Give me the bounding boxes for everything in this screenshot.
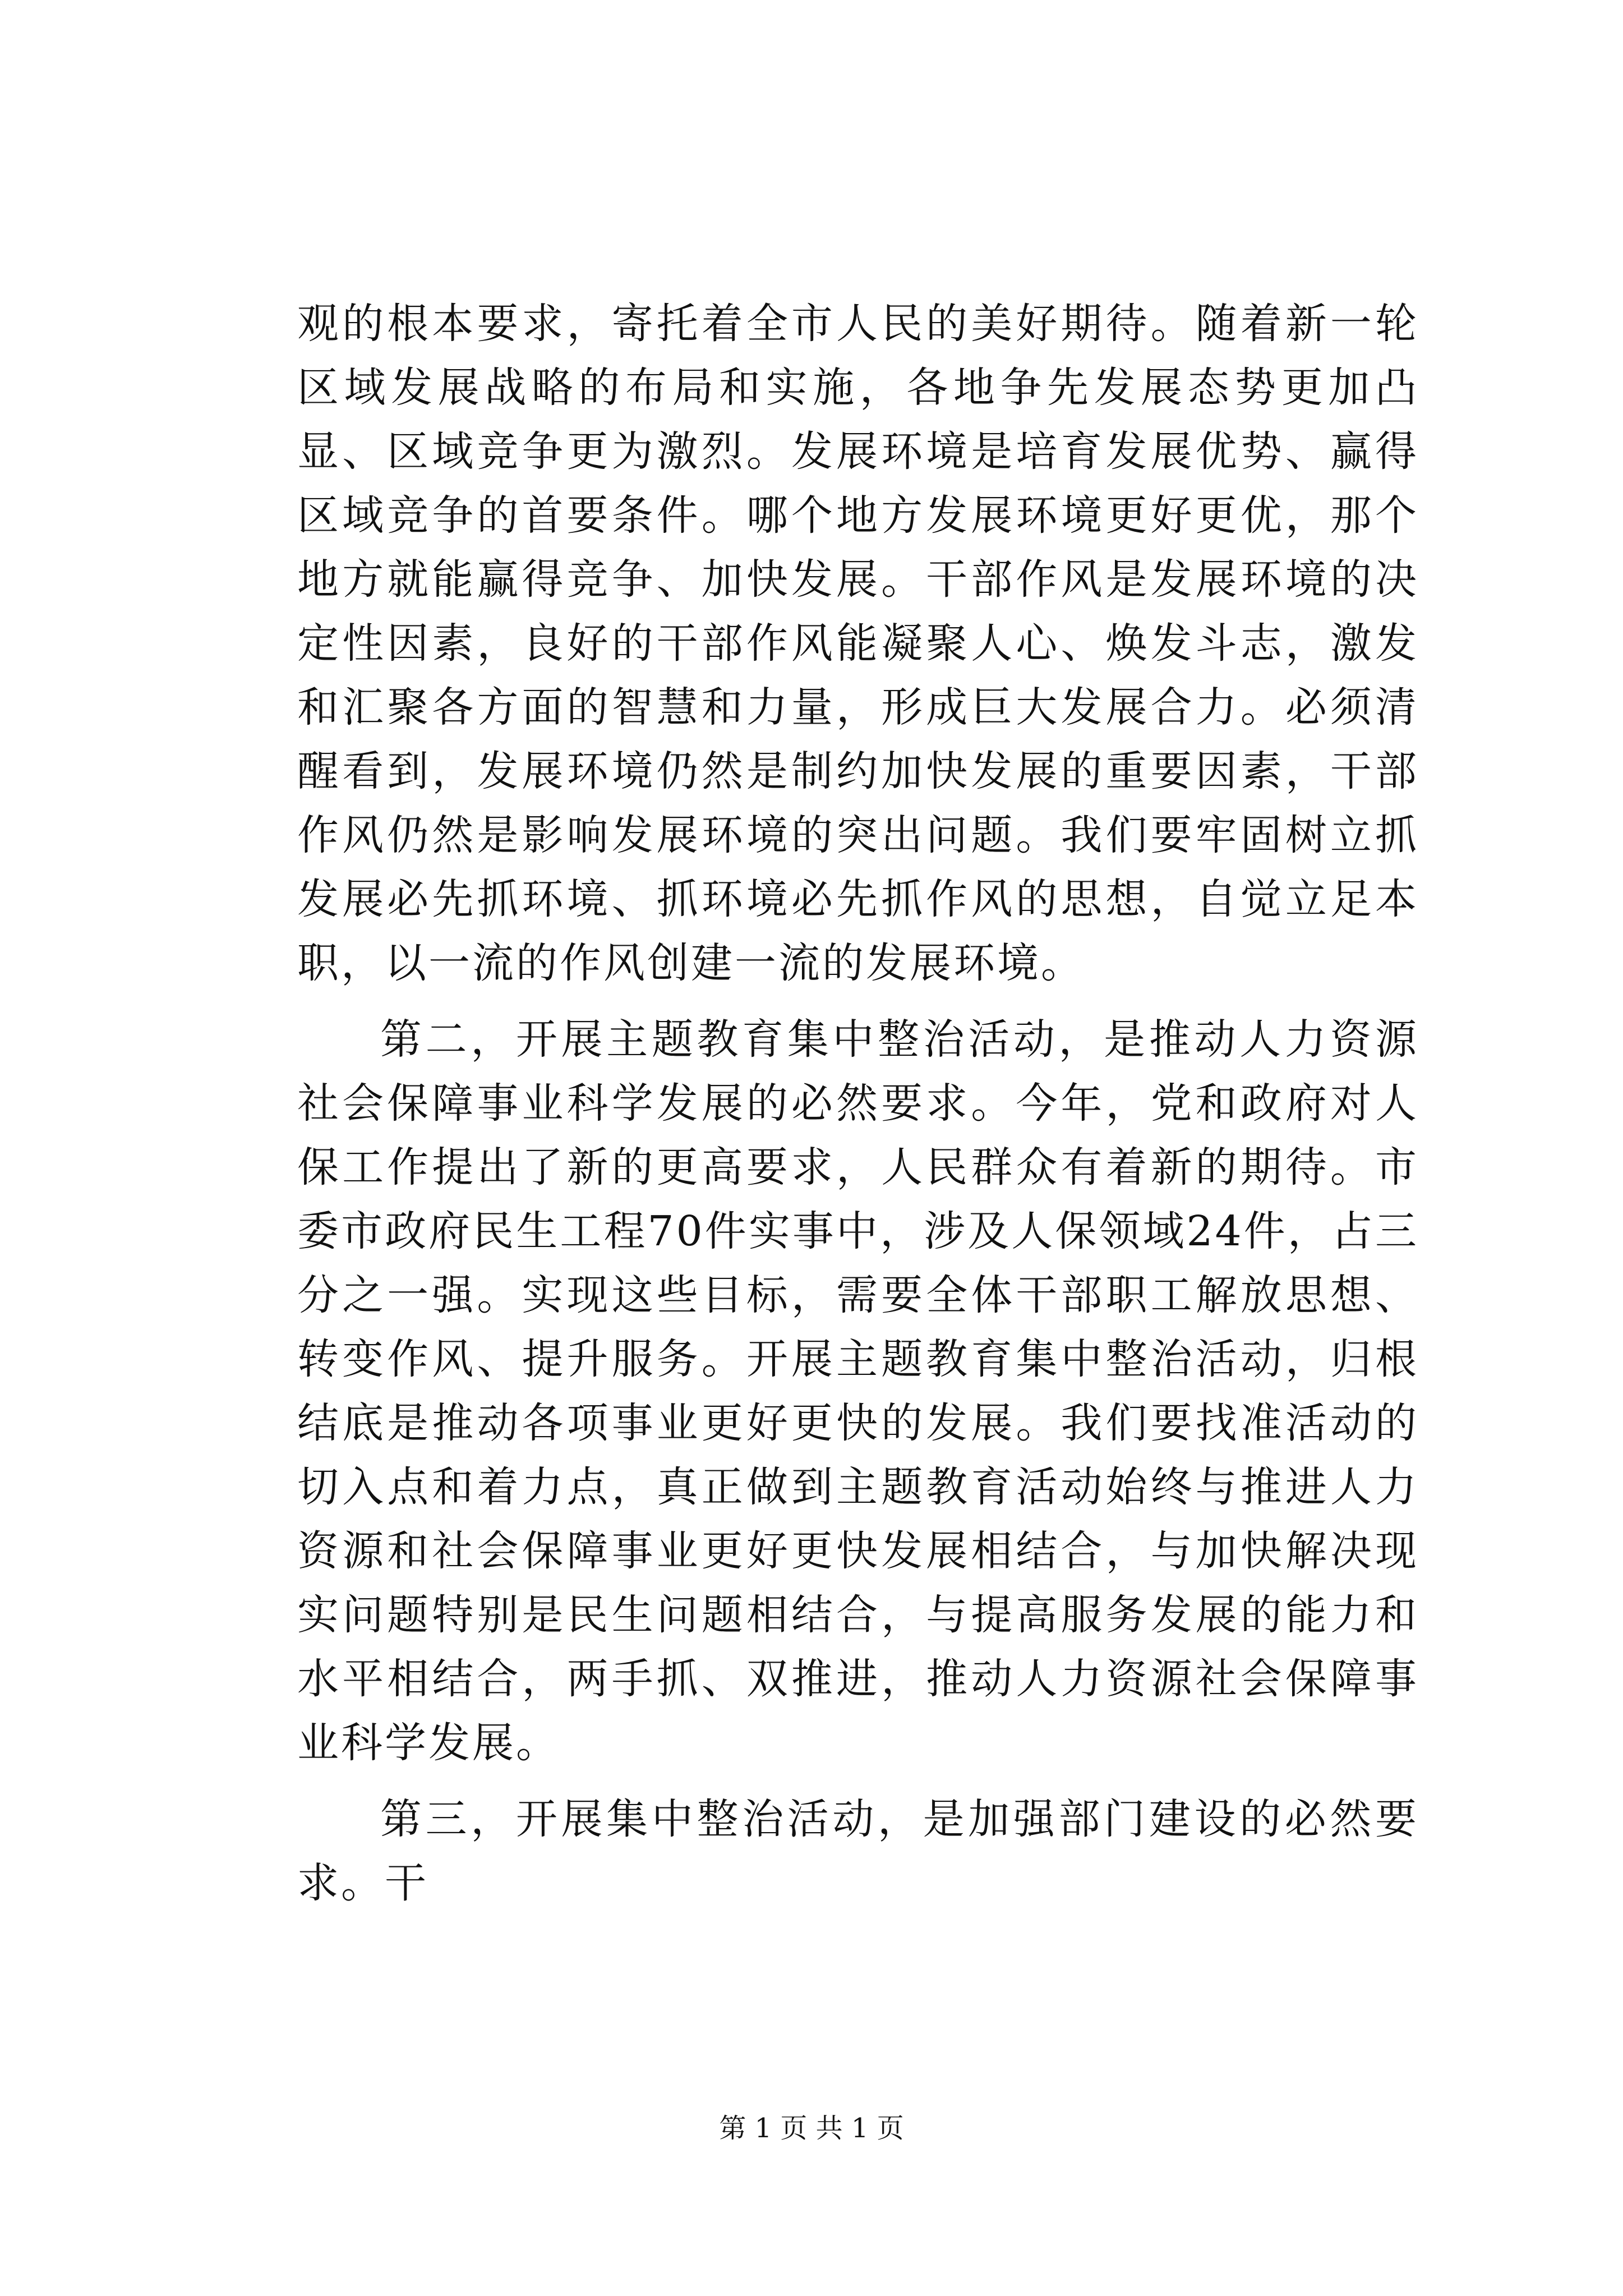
paragraph-3: 第三，开展集中整治活动，是加强部门建设的必然要求。干	[297, 1795, 1419, 1907]
document-body	[297, 292, 1419, 1927]
paragraph-2: 第二，开展主题教育集中整治活动，是推动人力资源社会保障事业科学发展的必然要求。今年，党和政府对人保工作提出了新的更高要求，人民群众有着新的期待。市委市政府民生工程70件实事中，涉及人保领域24件，占三分之一强。实现这些目标，需要全体干部职工解放思想、转变作风、提升服务。开展主题教育集中整治活动，归根结底是推动各项事业更好更快的发展。我们要找准活动的切入点和着力点，真正做到主题教育活动始终与推进人力资源和社会保障事业更好更快发展相结合，与加快解决现实问题特别是民生问题相结合，与提高服务发展的能力和水平相结合，两手抓、双推进，推动人力资源社会保障事业科学发展。	[297, 1015, 1419, 1767]
paragraph-1: 观的根本要求，寄托着全市人民的美好期待。随着新一轮区域发展战略的布局和实施，各地争先发展态势更加凸显、区域竞争更为激烈。发展环境是培育发展优势、赢得区域竞争的首要条件。哪个地方发展环境更好更优，那个地方就能赢得竞争、加快发展。干部作风是发展环境的决定性因素，良好的干部作风能凝聚人心、焕发斗志，激发和汇聚各方面的智慧和力量，形成巨大发展合力。必须清醒看到，发展环境仍然是制约加快发展的重要因素，干部作风仍然是影响发展环境的突出问题。我们要牢固树立抓发展必先抓环境、抓环境必先抓作风的思想，自觉立足本职，以一流的作风创建一流的发展环境。	[297, 300, 1419, 987]
page-footer: 第 1 页 共 1 页	[719, 2113, 904, 2144]
